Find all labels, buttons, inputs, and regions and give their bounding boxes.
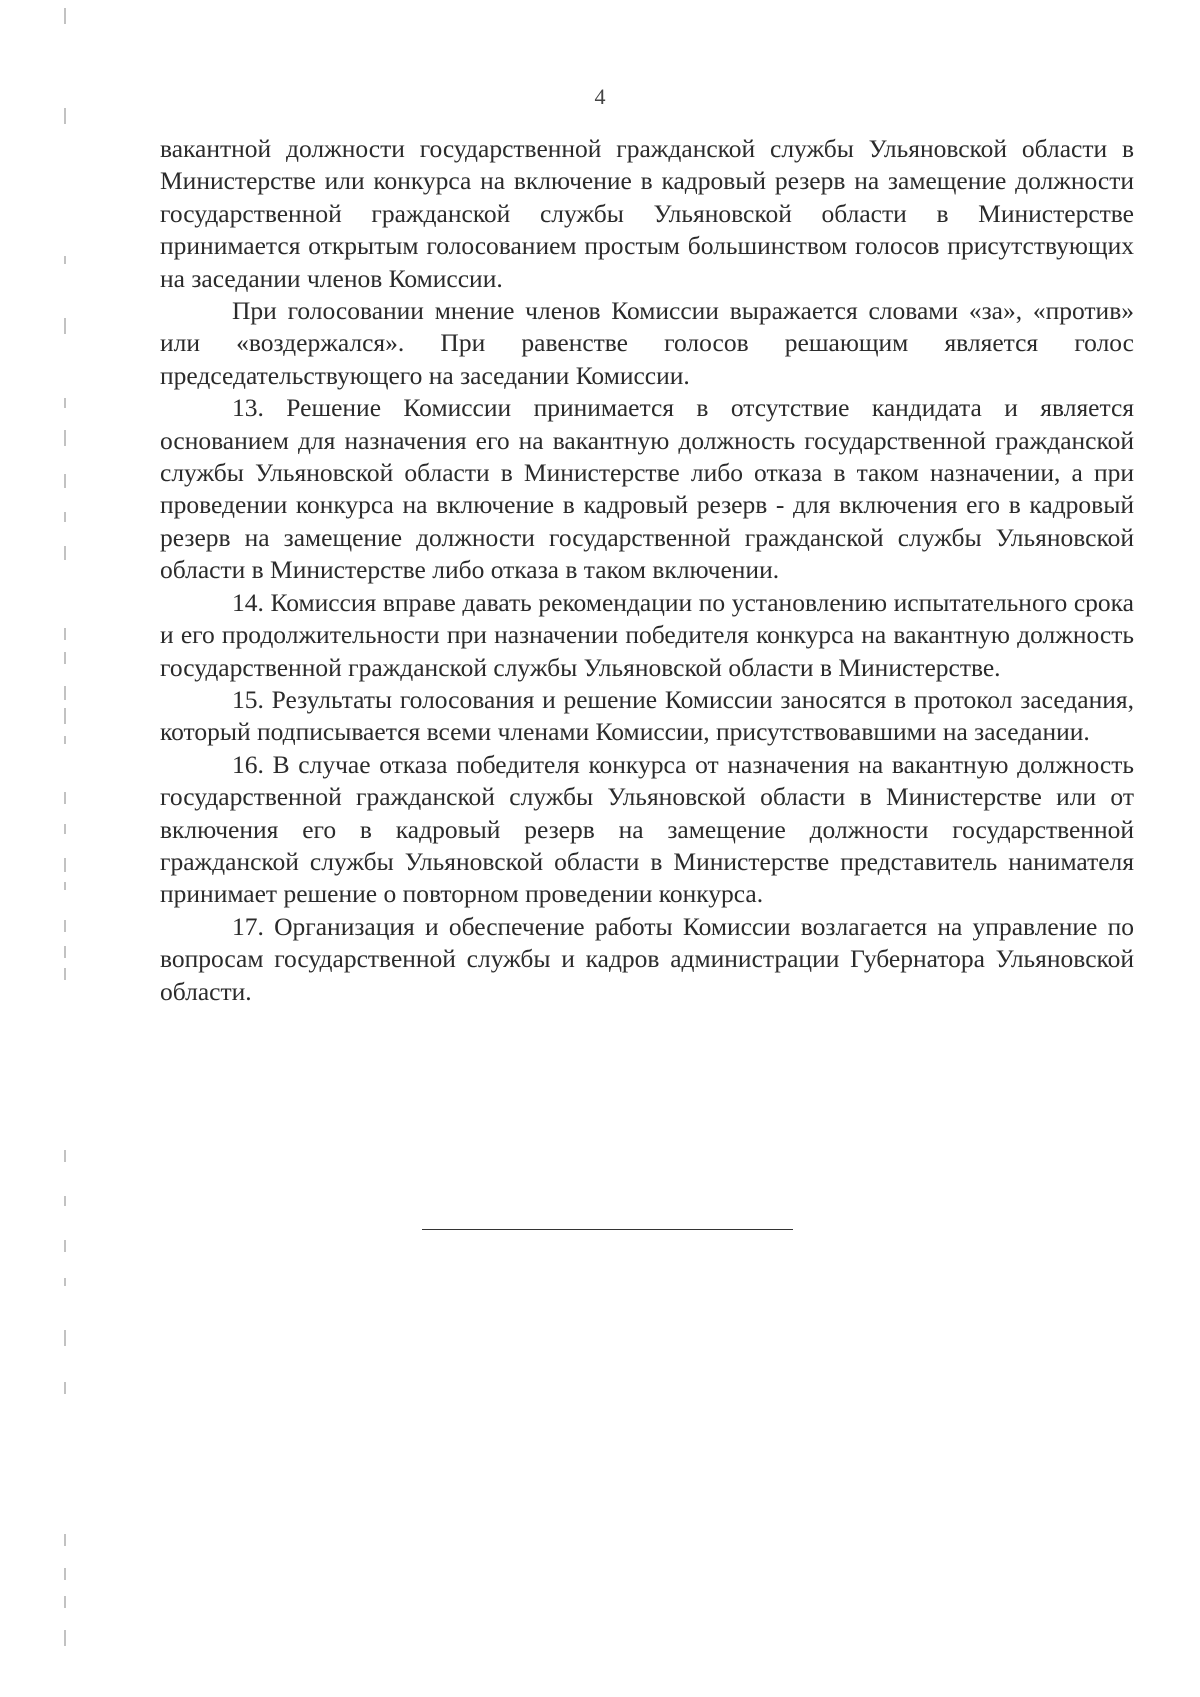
document-body (160, 133, 1134, 1008)
paragraph-voting: При голосовании мнение членов Комиссии выражается словами «за», «против» или «воздержался». При равенстве голосов решающим является голос председательствующего на заседании Комиссии. (160, 296, 1134, 390)
paragraph-13: 13. Решение Комиссии принимается в отсутствие кандидата и является основанием для назначения его на вакантную должность государственной гражданской службы Ульяновской области в Министерстве либо отказа в таком назначении, а при проведении конкурса на включение в кадровый резерв - для включения его в кадровый резерв на замещение должности государственной гражданской службы Ульяновской области в Министерстве либо отказа в таком включении. (160, 393, 1134, 585)
paragraph-14: 14. Комиссия вправе давать рекомендации по установлению испытательного срока и его продолжительности при назначении победителя конкурса на вакантную должность государственной гражданской службы Ульяновской области в Министерстве. (160, 587, 1134, 682)
page-number: 4 (594, 84, 606, 109)
paragraph-16: 16. В случае отказа победителя конкурса от назначения на вакантную должность государственной гражданской службы Ульяновской области в Министерстве или от включения его в кадровый резерв на замещение должности государственной гражданской службы Ульяновской области в Министерстве представитель нанимателя принимает решение о повторном проведении конкурса. (160, 749, 1134, 909)
paragraph-continuation: вакантной должности государственной гражданской службы Ульяновской области в Министерстве или конкурса на включение в кадровый резерв на замещение должности государственной гражданской службы Ульяновской области в Министерстве принимается открытым голосованием простым большинством голосов присутствующих на заседании членов Комиссии. (160, 134, 1134, 293)
closing-separator-line (422, 1229, 793, 1230)
paragraph-15: 15. Результаты голосования и решение Комиссии заносятся в протокол заседания, который подписывается всеми членами Комиссии, присутствовавшими на заседании. (160, 684, 1134, 747)
paragraph-17: 17. Организация и обеспечение работы Комиссии возлагается на управление по вопросам государственной службы и кадров администрации Губернатора Ульяновской области. (160, 911, 1134, 1006)
scan-margin-marks (62, 0, 68, 1697)
